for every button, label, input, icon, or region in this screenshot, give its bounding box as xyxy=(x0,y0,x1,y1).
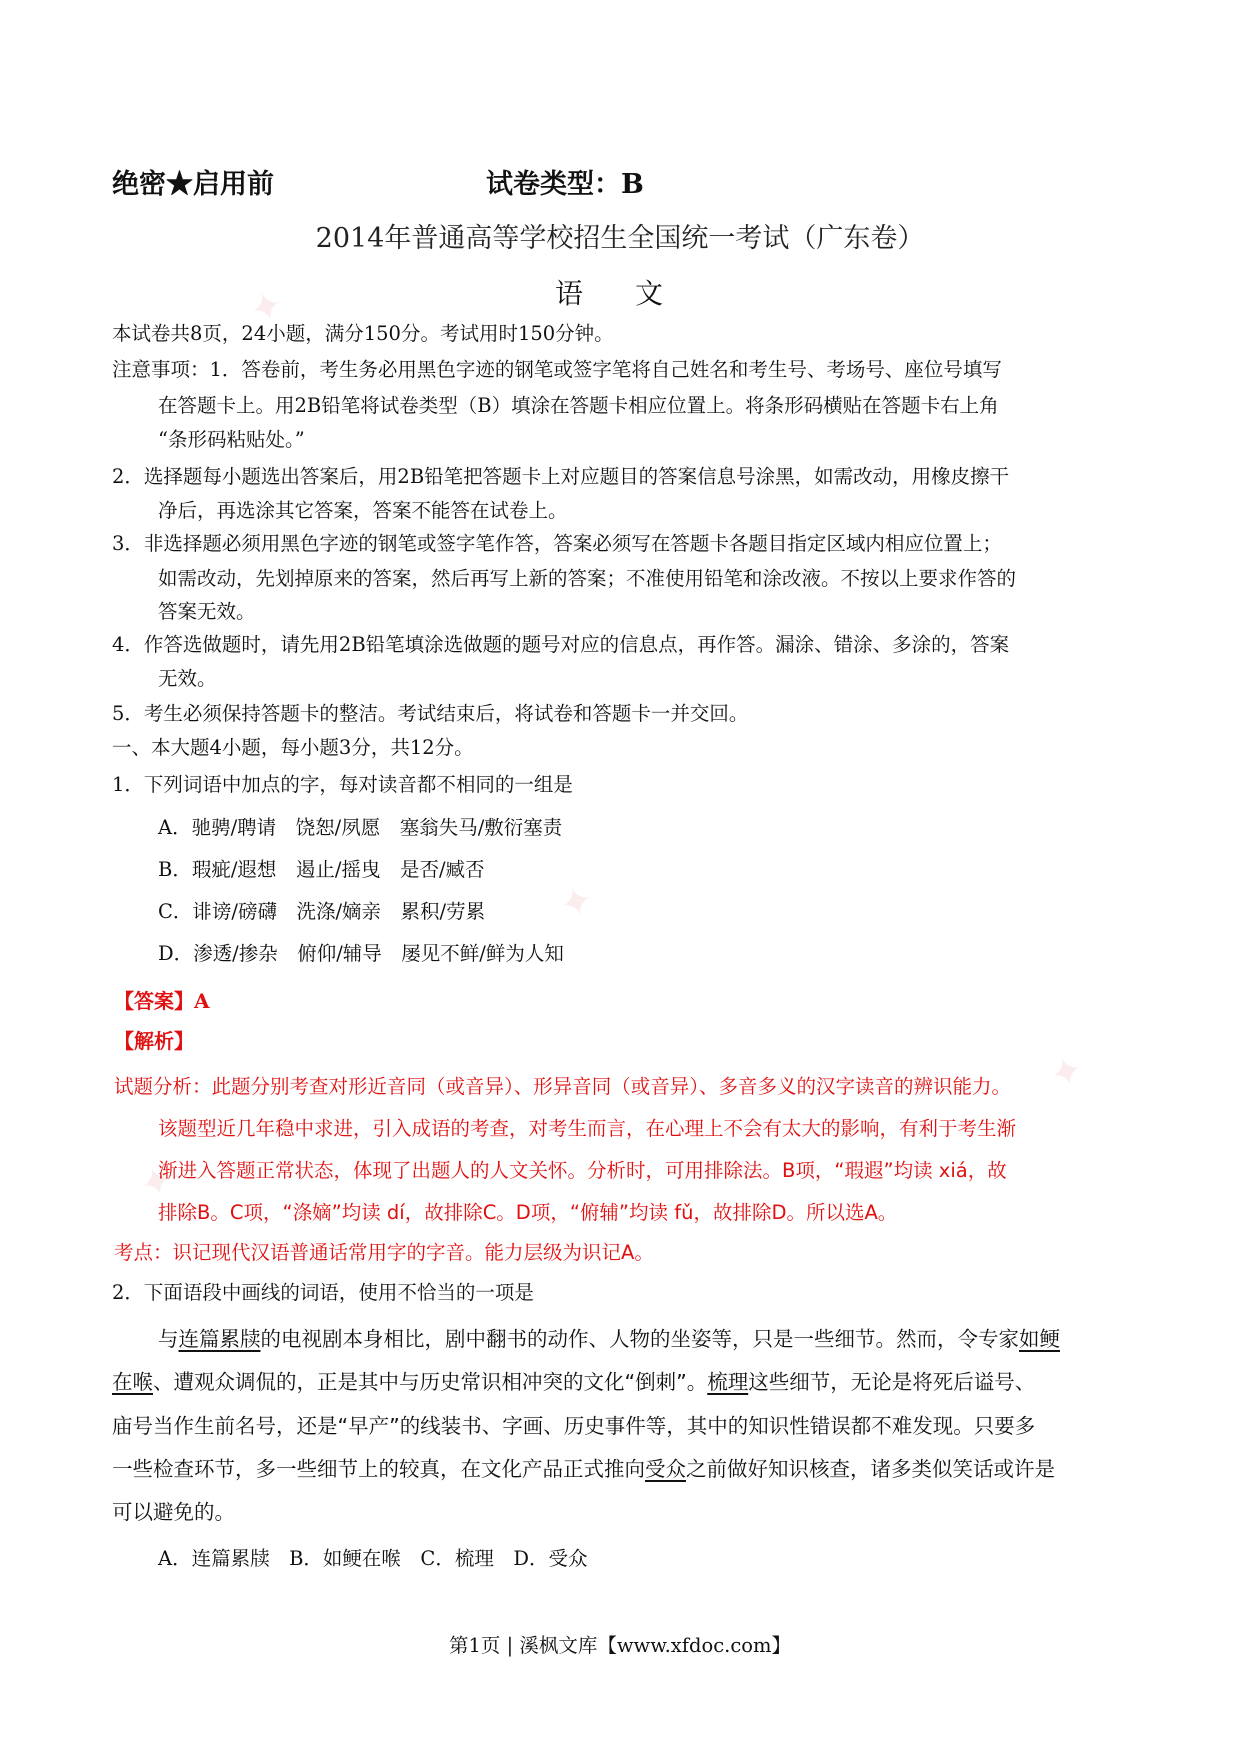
question-1-stem: 1．下列词语中加点的字，每对读音都不相同的一组是 xyxy=(112,773,573,796)
underlined-term: 如鲠 xyxy=(1019,1327,1060,1351)
document-header xyxy=(112,162,644,201)
analysis-line-2: 该题型近几年稳中求进，引入成语的考查，对考生而言，在心理上不会有太大的影响，有利于考生渐 xyxy=(158,1117,1017,1140)
question-2-stem: 2．下面语段中画线的词语，使用不恰当的一项是 xyxy=(112,1281,534,1304)
note-1-line-1: 注意事项：1．答卷前，考生务必用黑色字迹的钢笔或签字笔将自己姓名和考生号、考场号、座位号填写 xyxy=(112,358,1002,381)
passage-line-1: 与连篇累牍的电视剧本身相比，剧中翻书的动作、人物的坐姿等，只是一些细节。然而，令专家如鲠 xyxy=(158,1327,1060,1351)
paper-intro: 本试卷共8页，24小题，满分150分。考试用时150分钟。 xyxy=(112,322,614,345)
test-point: 考点：识记现代汉语普通话常用字的字音。能力层级为识记A。 xyxy=(114,1241,654,1264)
watermark-logo: ✦ xyxy=(133,1155,180,1211)
passage-line-2: 在喉、遭观众调侃的，正是其中与历史常识相冲突的文化“倒刺”。梳理这些细节，无论是将死后谥号、 xyxy=(112,1370,1036,1394)
paper-type: 试卷类型：B xyxy=(486,169,644,200)
passage-line-3: 庙号当作生前名号，还是“早产”的线装书、字画、历史事件等，其中的知识性错误都不难发现。只要多 xyxy=(112,1414,1036,1438)
analysis-line-4: 排除B。C项，“涤嫡”均读 dí，故排除C。D项，“俯辅”均读 fǔ，故排除D。所以选A。 xyxy=(158,1201,898,1224)
watermark-logo: ✦ xyxy=(553,875,600,931)
confidential-mark: 绝密★启用前 xyxy=(112,169,274,200)
passage-line-4: 一些检查环节，多一些细节上的较真，在文化产品正式推向受众之前做好知识核查，诸多类似笑话或许是 xyxy=(112,1457,1055,1481)
note-3-line-2: 如需改动，先划掉原来的答案，然后再写上新的答案；不准使用铅笔和涂改液。不按以上要求作答的 xyxy=(158,567,1017,590)
underlined-term: 受众 xyxy=(645,1457,686,1481)
watermark-logo: ✦ xyxy=(243,280,290,336)
note-1-line-3: “条形码粘贴处。” xyxy=(158,428,305,451)
question-1-option-d: D．渗透/掺杂 俯仰/辅导 屡见不鲜/鲜为人知 xyxy=(158,942,564,965)
analysis-line-3: 渐进入答题正常状态，体现了出题人的人文关怀。分析时，可用排除法。B项，“瑕遐”均读 xiá，故 xyxy=(158,1159,1007,1182)
question-1-option-a: A．驰骋/聘请 饶恕/夙愿 塞翁失马/敷衍塞责 xyxy=(158,816,563,839)
subject-title: 语文 xyxy=(555,277,716,310)
section-heading: 一、本大题4小题，每小题3分，共12分。 xyxy=(112,736,474,759)
exam-title: 2014年普通高等学校招生全国统一考试（广东卷） xyxy=(315,223,925,254)
note-3-line-3: 答案无效。 xyxy=(158,600,256,623)
note-3-line-1: 3．非选择题必须用黑色字迹的钢笔或签字笔作答，答案必须写在答题卡各题目指定区域内相应位置上； xyxy=(112,532,1002,555)
passage-line-5: 可以避免的。 xyxy=(112,1500,235,1524)
underlined-term: 连篇累牍 xyxy=(178,1327,261,1351)
question-1-option-b: B．瑕疵/遐想 遏止/摇曳 是否/臧否 xyxy=(158,858,485,881)
analysis-line-1: 试题分析：此题分别考查对形近音同（或音异）、形异音同（或音异）、多音多义的汉字读音的辨识能力。 xyxy=(114,1075,1012,1098)
note-4-line-2: 无效。 xyxy=(158,667,217,690)
question-1-option-c: C．诽谤/磅礴 洗涤/嫡亲 累积/劳累 xyxy=(158,900,486,923)
analysis-label: 【解析】 xyxy=(114,1029,194,1053)
underlined-term: 梳理 xyxy=(707,1370,749,1394)
page-footer: 第1页 | 溪枫文库【www.xfdoc.com】 xyxy=(448,1634,792,1657)
question-2-options: A．连篇累牍 B．如鲠在喉 C．梳理 D．受众 xyxy=(158,1547,588,1570)
note-2-line-1: 2．选择题每小题选出答案后，用2B铅笔把答题卡上对应题目的答案信息号涂黑，如需改动，用橡皮擦干 xyxy=(112,465,1010,488)
note-1-line-2: 在答题卡上。用2B铅笔将试卷类型（B）填涂在答题卡相应位置上。将条形码横贴在答题卡右上角 xyxy=(158,394,999,417)
underlined-term: 在喉 xyxy=(112,1370,153,1394)
answer-label: 【答案】A xyxy=(114,989,210,1013)
note-2-line-2: 净后，再选涂其它答案，答案不能答在试卷上。 xyxy=(158,499,568,522)
note-4-line-1: 4．作答选做题时，请先用2B铅笔填涂选做题的题号对应的信息点，再作答。漏涂、错涂、多涂的，答案 xyxy=(112,633,1010,656)
watermark-logo: ✦ xyxy=(1043,1045,1090,1101)
note-5: 5．考生必须保持答题卡的整洁。考试结束后，将试卷和答题卡一并交回。 xyxy=(112,702,749,725)
